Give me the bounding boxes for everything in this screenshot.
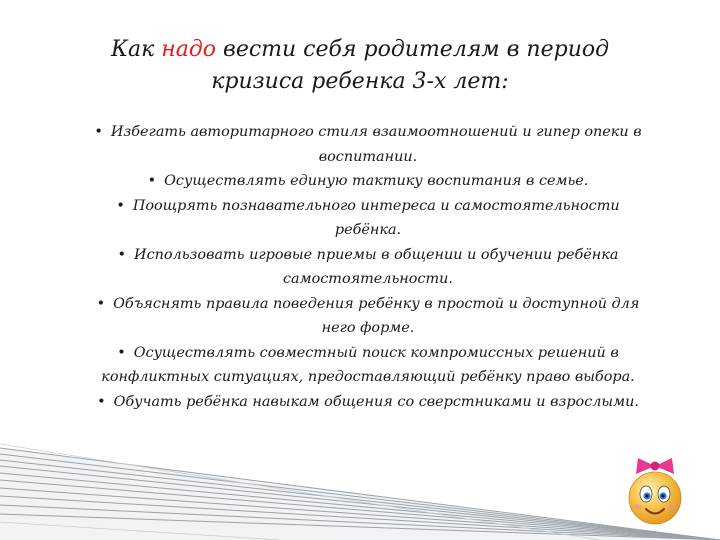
- title-text-end: вести себя родителям в период: [216, 37, 610, 62]
- title-line-1: [110, 34, 610, 66]
- title-line-2: кризиса ребенка 3-х лет:: [211, 69, 509, 94]
- slide-title: [110, 34, 610, 98]
- bullet-item: • Обучать ребёнка навыкам общения со сверстниками и взрослыми.: [88, 390, 648, 415]
- bullet-item: • Осуществлять совместный поиск компромиссных решений в конфликтных ситуациях, предоставляющий ребёнку право выбора.: [88, 341, 648, 390]
- diagonal-lines-decoration: [0, 430, 720, 540]
- bullet-item: • Избегать авторитарного стиля взаимоотношений и гипер опеки в воспитании.: [88, 120, 648, 169]
- smiley-face-with-pink-bow-icon: [618, 454, 692, 528]
- bullet-item: • Осуществлять единую тактику воспитания в семье.: [88, 169, 648, 194]
- bullet-list: [88, 120, 648, 414]
- title-text-start: Как: [110, 37, 162, 62]
- bullet-item: • Поощрять познавательного интереса и самостоятельности ребёнка.: [88, 194, 648, 243]
- bullet-item: • Использовать игровые приемы в общении и обучении ребёнка самостоятельности.: [88, 243, 648, 292]
- bullet-item: • Объяснять правила поведения ребёнку в простой и доступной для него форме.: [88, 292, 648, 341]
- title-accent-word: надо: [161, 37, 217, 62]
